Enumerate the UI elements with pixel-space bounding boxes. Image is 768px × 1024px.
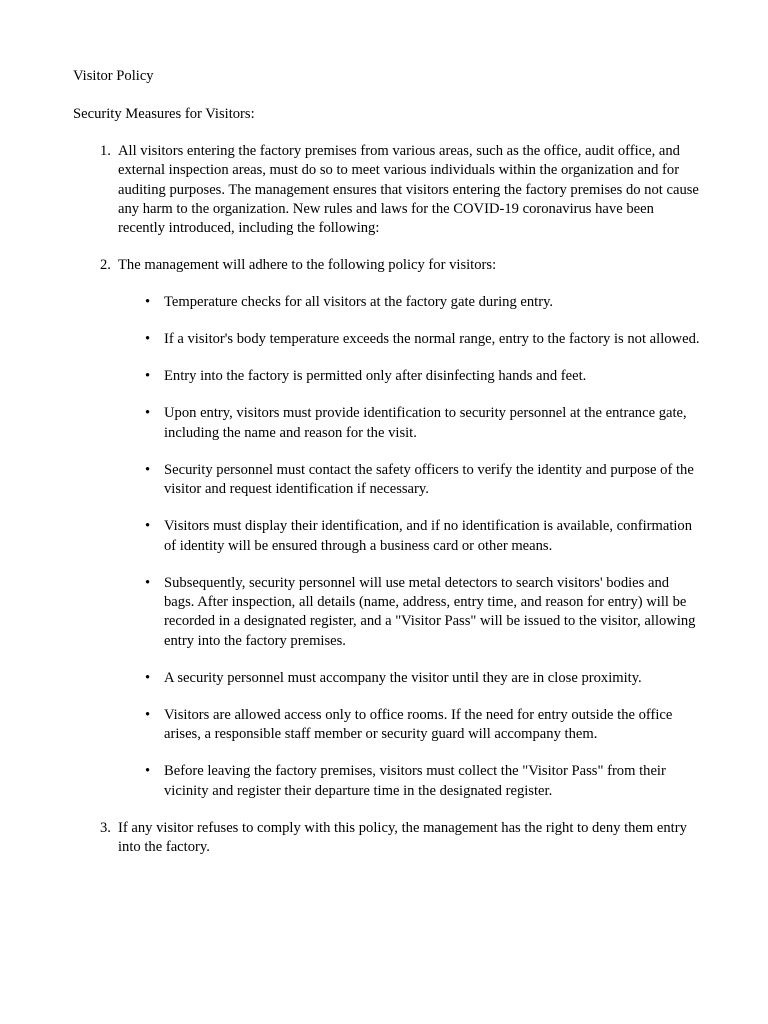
policy-item-1	[73, 142, 703, 239]
bullet-icon: •	[145, 405, 151, 422]
item-number: 2.	[100, 257, 111, 274]
bullet-text: If a visitor's body temperature exceeds the normal range, entry to the factory is not allowed.	[164, 331, 700, 348]
bullet-text: Visitors must display their identification, and if no identification is available, confirmation of identity will be ensured through a business card or other means.	[164, 518, 693, 554]
bullet-icon: •	[145, 518, 151, 535]
bullet-text: Subsequently, security personnel will use metal detectors to search visitors' bodies and bags. After inspection, all details (name, address, entry time, and reason for entry) will be recorded in a designated register, and a "Visitor Pass" will be issued to the visitor, allowing entry into the factory premises.	[164, 574, 696, 649]
bullet-text: Security personnel must contact the safety officers to verify the identity and purpose of the visitor and request identification if necessary.	[164, 461, 694, 498]
bullet-text: Visitors are allowed access only to office rooms. If the need for entry outside the office arises, a responsible staff member or security guard will accompany them.	[164, 706, 673, 743]
bullet-text: Before leaving the factory premises, visitors must collect the "Visitor Pass" from their vicinity and register their departure time in the designated register.	[164, 763, 666, 799]
item-text: All visitors entering the factory premises from various areas, such as the office, audit office, and external inspection areas, must do so to meet various individuals within the organization and for auditing purposes. The management ensures that visitors entering the factory premises do not cause any harm to the organization. New rules and laws for the COVID-19 coronavirus have been recently introduced, including the following:	[118, 142, 699, 237]
item-number: 3.	[100, 819, 111, 836]
bullet-item	[118, 461, 703, 500]
item-text: If any visitor refuses to comply with this policy, the management has the right to deny them entry into the factory.	[118, 819, 687, 856]
bullet-icon: •	[145, 706, 151, 723]
document-page	[73, 67, 703, 875]
bullet-icon: •	[145, 763, 151, 780]
bullet-item	[118, 293, 703, 312]
bullet-icon: •	[145, 294, 151, 311]
bullet-icon: •	[145, 574, 151, 591]
bullet-item	[118, 762, 703, 801]
policy-list	[73, 142, 703, 858]
item-text: The management will adhere to the following policy for visitors:	[118, 257, 497, 274]
bullet-item	[118, 404, 703, 443]
bullet-text: Entry into the factory is permitted only after disinfecting hands and feet.	[164, 368, 587, 385]
bullet-icon: •	[145, 368, 151, 385]
document-title: Visitor Policy	[73, 68, 154, 84]
bullet-text: Temperature checks for all visitors at the factory gate during entry.	[164, 294, 554, 311]
document-subtitle: Security Measures for Visitors:	[73, 106, 255, 123]
bullet-item	[118, 574, 703, 652]
item-number: 1.	[100, 142, 111, 159]
visitor-rules-list	[118, 293, 703, 801]
bullet-item	[118, 669, 703, 688]
bullet-item	[118, 706, 703, 745]
bullet-item	[118, 517, 703, 556]
bullet-item	[118, 330, 703, 349]
bullet-icon: •	[145, 331, 151, 348]
bullet-item	[118, 367, 703, 386]
bullet-icon: •	[145, 461, 151, 478]
policy-item-2	[73, 256, 703, 801]
policy-item-3	[73, 819, 703, 858]
bullet-text: A security personnel must accompany the visitor until they are in close proximity.	[164, 669, 642, 686]
bullet-icon: •	[145, 669, 151, 686]
bullet-text: Upon entry, visitors must provide identification to security personnel at the entrance gate, including the name and reason for the visit.	[164, 405, 687, 441]
